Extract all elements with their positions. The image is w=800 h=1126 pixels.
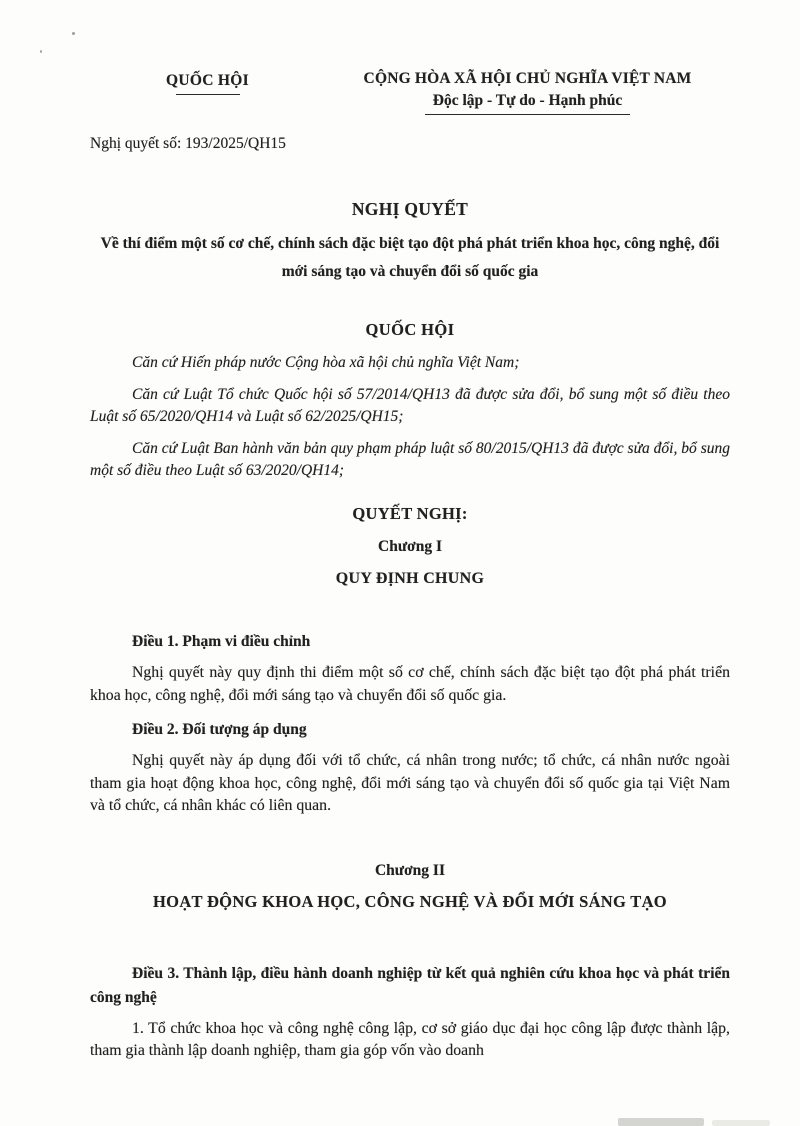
document-header [90, 70, 730, 115]
motto-underline [425, 114, 630, 115]
issuing-org-block [90, 70, 325, 95]
article-1-body: Nghị quyết này quy định thi điểm một số cơ chế, chính sách đặc biệt tạo đột phá phát triển khoa học, công nghệ, đổi mới sáng tạo và chuyển đổi số quốc gia. [90, 664, 730, 704]
article-3-heading: Điều 3. Thành lập, điều hành doanh nghiệp từ kết quả nghiên cứu khoa học và phát triển công nghệ [90, 964, 730, 1006]
article-2-heading: Điều 2. Đối tượng áp dụng [132, 721, 307, 738]
preamble-paragraph: Căn cứ Luật Ban hành văn bản quy phạm pháp luật số 80/2015/QH13 đã được sửa đổi, bổ sung một số điều theo Luật số 63/2020/QH14; [90, 440, 730, 479]
document-title: NGHỊ QUYẾT [351, 199, 469, 219]
scan-speck [40, 50, 42, 53]
republic-title: CỘNG HÒA XÃ HỘI CHỦ NGHĨA VIỆT NAM [363, 70, 692, 87]
chapter-2-title: HOẠT ĐỘNG KHOA HỌC, CÔNG NGHỆ VÀ ĐỔI MỚI SÁNG TẠO [153, 891, 667, 911]
issuer-heading: QUỐC HỘI [365, 320, 455, 339]
chapter-2-label: Chương II [374, 861, 445, 879]
enactment-heading: QUYẾT NGHỊ: [352, 504, 468, 523]
scan-smudge [618, 1118, 704, 1126]
preamble-paragraph: Căn cứ Hiến pháp nước Cộng hòa xã hội chủ nghĩa Việt Nam; [132, 354, 520, 371]
article-1-heading: Điều 1. Phạm vi điều chỉnh [132, 633, 311, 650]
preamble-paragraph: Căn cứ Luật Tổ chức Quốc hội số 57/2014/QH13 đã được sửa đổi, bổ sung một số điều theo Luật số 65/2020/QH14 và Luật số 62/2025/QH15; [90, 386, 730, 425]
document-subtitle: Về thí điểm một số cơ chế, chính sách đặc biệt tạo đột phá phát triển khoa học, công nghệ, đổi mới sáng tạo và chuyển đổi số quốc gia [100, 235, 720, 280]
org-underline [176, 94, 240, 95]
scan-smudge [712, 1120, 770, 1126]
document-number: Nghị quyết số: 193/2025/QH15 [90, 135, 286, 152]
article-3-body: 1. Tổ chức khoa học và công nghệ công lập, cơ sở giáo dục đại học công lập được thành lập, tham gia thành lập doanh nghiệp, tham gia góp vốn vào doanh [90, 1019, 730, 1059]
issuing-org-name: QUỐC HỘI [166, 72, 249, 89]
chapter-1-label: Chương I [378, 538, 442, 555]
national-header-block [325, 70, 730, 115]
national-motto: Độc lập - Tự do - Hạnh phúc [432, 92, 623, 109]
scan-speck [72, 32, 75, 35]
preamble-section [90, 352, 730, 482]
article-2-body: Nghị quyết này áp dụng đối với tổ chức, cá nhân trong nước; tổ chức, cá nhân nước ngoài tham gia hoạt động khoa học, công nghệ, đổi mới sáng tạo và chuyển đổi số quốc gia tại Việt Nam và tổ chức, cá nhân khác có liên quan. [90, 752, 730, 814]
chapter-1-title: QUY ĐỊNH CHUNG [335, 570, 485, 587]
